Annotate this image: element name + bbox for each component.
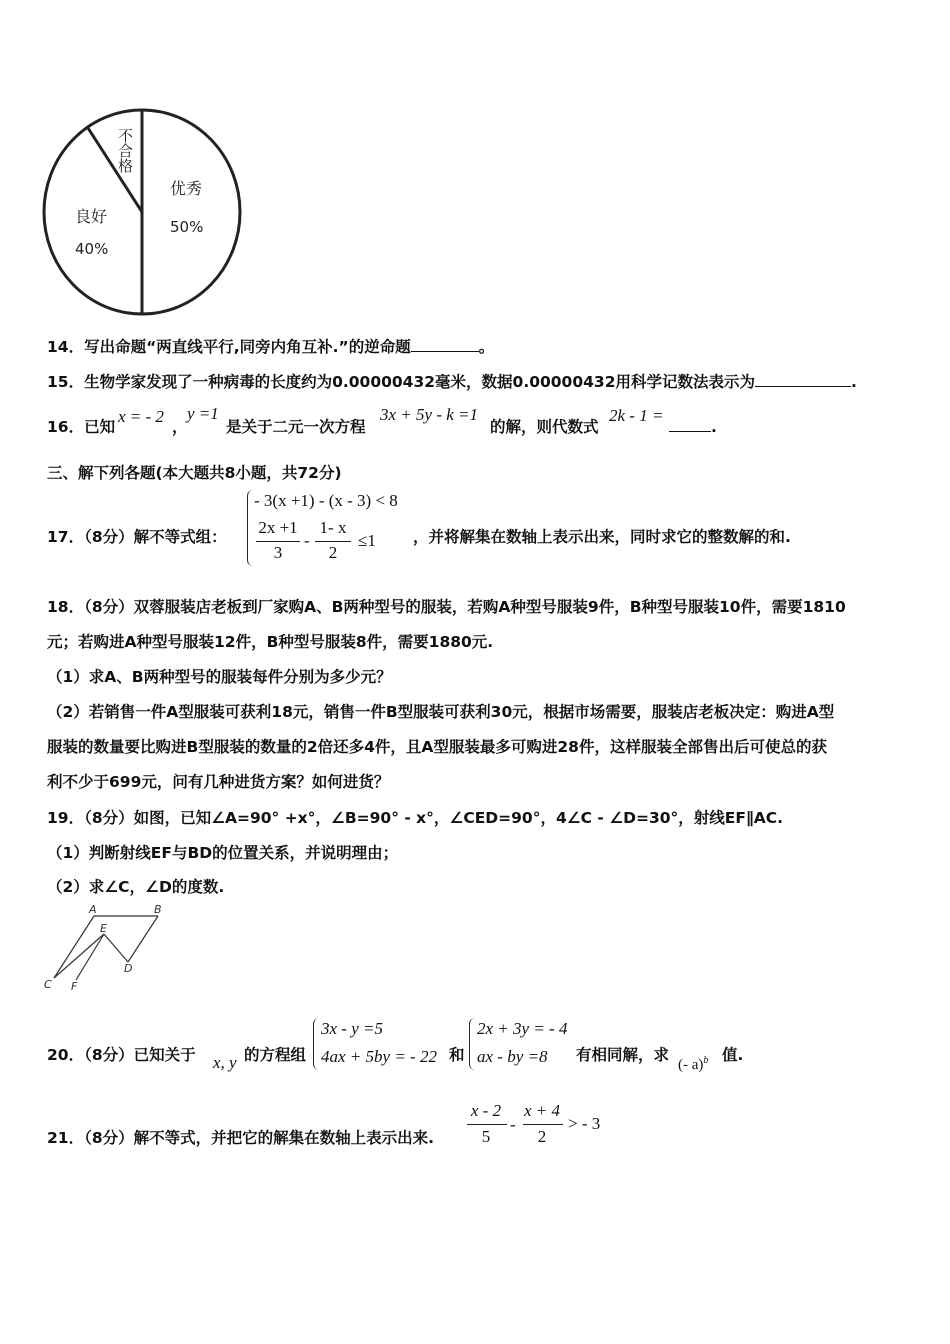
q16-text: 是关于二元一次方程 xyxy=(226,418,366,436)
q20-vars: x, y xyxy=(213,1053,237,1072)
q21-minus: - xyxy=(510,1115,516,1134)
q20-text3: 有相同解，求 xyxy=(576,1046,670,1064)
pie-value-excellent: 50% xyxy=(170,218,204,236)
q17-ineq1: - 3(x +1) - (x - 3) < 8 xyxy=(254,491,398,510)
pie-label-fail: 不合格 xyxy=(116,128,134,173)
fig-label-b: B xyxy=(154,903,162,916)
q16-eq-x: x = - 2 xyxy=(118,407,164,426)
q17-minus: - xyxy=(304,531,310,550)
q16-comma: ， xyxy=(172,418,188,436)
fig-label-f: F xyxy=(71,980,78,993)
q16-expr: 2k - 1 = xyxy=(609,406,664,425)
q16-text2: 的解，则代数式 xyxy=(490,418,599,436)
q20-expr: (- a)$^b$ xyxy=(678,1055,709,1073)
question-16: 16．已知 xyxy=(47,418,116,436)
question-18-part2c: 利不少于699元，问有几种进货方案？如何进货？ xyxy=(47,773,390,791)
q17-frac2-den: 2 xyxy=(328,543,338,562)
q17-frac1-den: 3 xyxy=(273,543,283,562)
q19-figure xyxy=(38,900,178,995)
q21-frac2-den: 2 xyxy=(537,1127,547,1146)
fig-label-a: A xyxy=(89,903,97,916)
pie-value-good: 40% xyxy=(75,240,109,258)
q17-le: ≤1 xyxy=(358,531,376,550)
q17-frac1-bar xyxy=(256,541,300,542)
pie-label-excellent: 优秀 xyxy=(170,179,203,198)
q21-frac1-bar xyxy=(467,1124,507,1125)
question-18-part1: （1）求A、B两种型号的服装每件分别为多少元？ xyxy=(47,668,392,686)
question-19-part2: （2）求∠C，∠D的度数. xyxy=(47,878,225,896)
fig-label-e: E xyxy=(100,922,107,935)
q20-brace2 xyxy=(469,1018,477,1070)
q21-tail: > - 3 xyxy=(568,1114,601,1133)
pie-label-good: 良好 xyxy=(75,207,108,226)
q21-frac2-bar xyxy=(523,1124,563,1125)
q17-text2: ，并将解集在数轴上表示出来，同时求它的整数解的和. xyxy=(413,528,791,546)
question-18-part2b: 服装的数量要比购进B型服装的数量的2倍还多4件，且A型服装最多可购进28件，这样服装全部售出后可使总的获 xyxy=(47,738,827,756)
q16-blank: . xyxy=(669,417,717,437)
q17-frac2-bar xyxy=(315,541,351,542)
question-20: 20．（8分）已知关于 xyxy=(47,1046,196,1064)
q20-sys1-a: 3x - y =5 xyxy=(321,1019,383,1038)
question-21: 21．（8分）解不等式，并把它的解集在数轴上表示出来. xyxy=(47,1129,435,1147)
q20-text2: 的方程组 xyxy=(244,1046,307,1064)
question-18-line2: 元；若购进A种型号服装12件，B种型号服装8件，需要1880元. xyxy=(47,633,494,651)
question-18-line1: 18．（8分）双蓉服装店老板到厂家购A、B两种型号的服装，若购A种型号服装9件，B种型号服装10件，需要1810 xyxy=(47,598,846,616)
q21-frac2-num: x + 4 xyxy=(523,1101,561,1120)
q20-brace1 xyxy=(313,1018,321,1070)
question-14: 14．写出命题“两直线平行,同旁内角互补.”的逆命题 。 xyxy=(47,338,495,356)
section-3-title: 三、解下列各题(本大题共8小题，共72分) xyxy=(47,464,342,482)
q20-text4: 值. xyxy=(722,1046,744,1064)
pie-chart xyxy=(40,108,250,318)
q17-frac2-num: 1- x xyxy=(319,518,347,537)
q20-sys2-a: 2x + 3y = - 4 xyxy=(477,1019,568,1038)
q20-and: 和 xyxy=(449,1046,465,1064)
fig-label-c: C xyxy=(44,978,52,991)
q16-eq-main: 3x + 5y - k =1 xyxy=(380,405,478,424)
question-19-part1: （1）判断射线EF与BD的位置关系，并说明理由； xyxy=(47,844,399,862)
q20-sys1-b: 4ax + 5by = - 22 xyxy=(321,1047,437,1066)
q21-frac1-den: 5 xyxy=(481,1127,491,1146)
question-15: 15．生物学家发现了一种病毒的长度约为0.00000432毫米，数据0.00000432用科学记数法表示为 . xyxy=(47,373,857,391)
q16-eq-y: y =1 xyxy=(187,404,219,423)
q17-frac1-num: 2x +1 xyxy=(258,518,298,537)
q21-frac1-num: x - 2 xyxy=(470,1101,502,1120)
question-17: 17．（8分）解不等式组： xyxy=(47,528,227,546)
question-18-part2a: （2）若销售一件A型服装可获利18元，销售一件B型服装可获利30元，根据市场需要，服装店老板决定：购进A型 xyxy=(47,703,835,721)
fig-label-d: D xyxy=(124,962,133,975)
question-19-line1: 19．（8分）如图，已知∠A=90° +x°，∠B=90° - x°，∠CED=90°，4∠C - ∠D=30°，射线EF∥AC. xyxy=(47,809,783,827)
q20-sys2-b: ax - by =8 xyxy=(477,1047,548,1066)
